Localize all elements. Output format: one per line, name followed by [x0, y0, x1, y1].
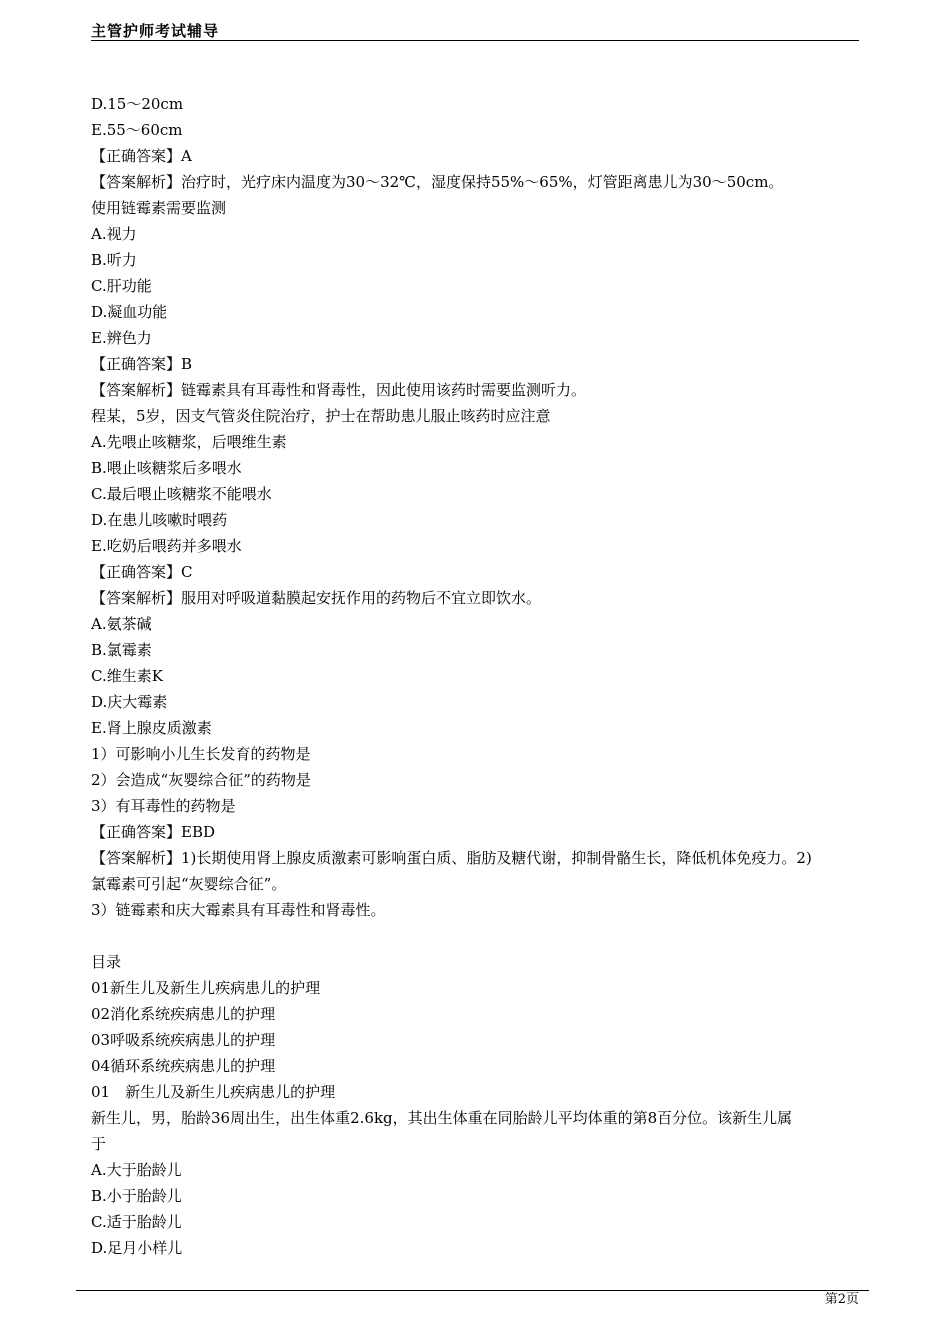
page-content	[91, 91, 859, 1261]
text-line: 新生儿，男，胎龄36周出生，出生体重2.6kg，其出生体重在同胎龄儿平均体重的第8百分位。该新生儿属	[91, 1109, 793, 1127]
text-line: 【答案解析】1)长期使用肾上腺皮质激素可影响蛋白质、脂肪及糖代谢，抑制骨骼生长，降低机体免疫力。2)	[91, 849, 812, 867]
text-line: 氯霉素可引起“灰婴综合征”。	[91, 875, 287, 893]
blank-line	[91, 923, 859, 949]
text-line: E.吃奶后喂药并多喂水	[91, 537, 242, 555]
text-line: 【正确答案】A	[91, 147, 192, 165]
text-line: 目录	[91, 953, 122, 971]
text-line: D.庆大霉素	[91, 693, 168, 711]
text-line: 【答案解析】链霉素具有耳毒性和肾毒性，因此使用该药时需要监测听力。	[91, 381, 587, 399]
text-line: E.辨色力	[91, 329, 152, 347]
text-line: 【正确答案】B	[91, 355, 193, 373]
header-divider	[91, 40, 859, 41]
text-line: 3）有耳毒性的药物是	[91, 797, 236, 815]
header-title: 主管护师考试辅导	[91, 22, 220, 40]
text-line: 3）链霉素和庆大霉素具有耳毒性和肾毒性。	[91, 901, 386, 919]
text-line: 使用链霉素需要监测	[91, 199, 227, 217]
text-line: 01 新生儿及新生儿疾病患儿的护理	[91, 1083, 336, 1101]
text-line: 1）可影响小儿生长发育的药物是	[91, 745, 311, 763]
text-line: B.小于胎龄儿	[91, 1187, 182, 1205]
text-line: E.55～60cm	[91, 121, 183, 139]
text-line: E.肾上腺皮质激素	[91, 719, 212, 737]
text-line: B.听力	[91, 251, 137, 269]
text-line: 【答案解析】服用对呼吸道黏膜起安抚作用的药物后不宜立即饮水。	[91, 589, 542, 607]
text-line: 02消化系统疾病患儿的护理	[91, 1005, 276, 1023]
text-line: 【答案解析】治疗时，光疗床内温度为30～32℃，湿度保持55%～65%，灯管距离患儿为30～50cm。	[91, 173, 784, 191]
text-line: 【正确答案】EBD	[91, 823, 215, 841]
text-line: D.凝血功能	[91, 303, 168, 321]
text-line: 01新生儿及新生儿疾病患儿的护理	[91, 979, 321, 997]
text-line: 2）会造成“灰婴综合征”的药物是	[91, 771, 311, 789]
text-line: C.最后喂止咳糖浆不能喂水	[91, 485, 272, 503]
text-line: A.先喂止咳糖浆，后喂维生素	[91, 433, 287, 451]
text-line: D.在患儿咳嗽时喂药	[91, 511, 228, 529]
text-line: C.适于胎龄儿	[91, 1213, 182, 1231]
text-line: A.氨茶碱	[91, 615, 152, 633]
text-line: C.维生素K	[91, 667, 163, 685]
text-line: 于	[91, 1135, 107, 1153]
text-line: D.15～20cm	[91, 95, 184, 113]
text-line: D.足月小样儿	[91, 1239, 183, 1257]
text-line: 03呼吸系统疾病患儿的护理	[91, 1031, 276, 1049]
text-line: 04循环系统疾病患儿的护理	[91, 1057, 276, 1075]
text-line: C.肝功能	[91, 277, 152, 295]
text-line: 程某，5岁，因支气管炎住院治疗，护士在帮助患儿服止咳药时应注意	[91, 407, 551, 425]
page-number: 第2页	[824, 1292, 859, 1307]
text-line: A.大于胎龄儿	[91, 1161, 182, 1179]
text-line: A.视力	[91, 225, 137, 243]
footer-divider	[76, 1290, 869, 1291]
text-line: B.氯霉素	[91, 641, 152, 659]
text-line: B.喂止咳糖浆后多喂水	[91, 459, 242, 477]
text-line: 【正确答案】C	[91, 563, 193, 581]
